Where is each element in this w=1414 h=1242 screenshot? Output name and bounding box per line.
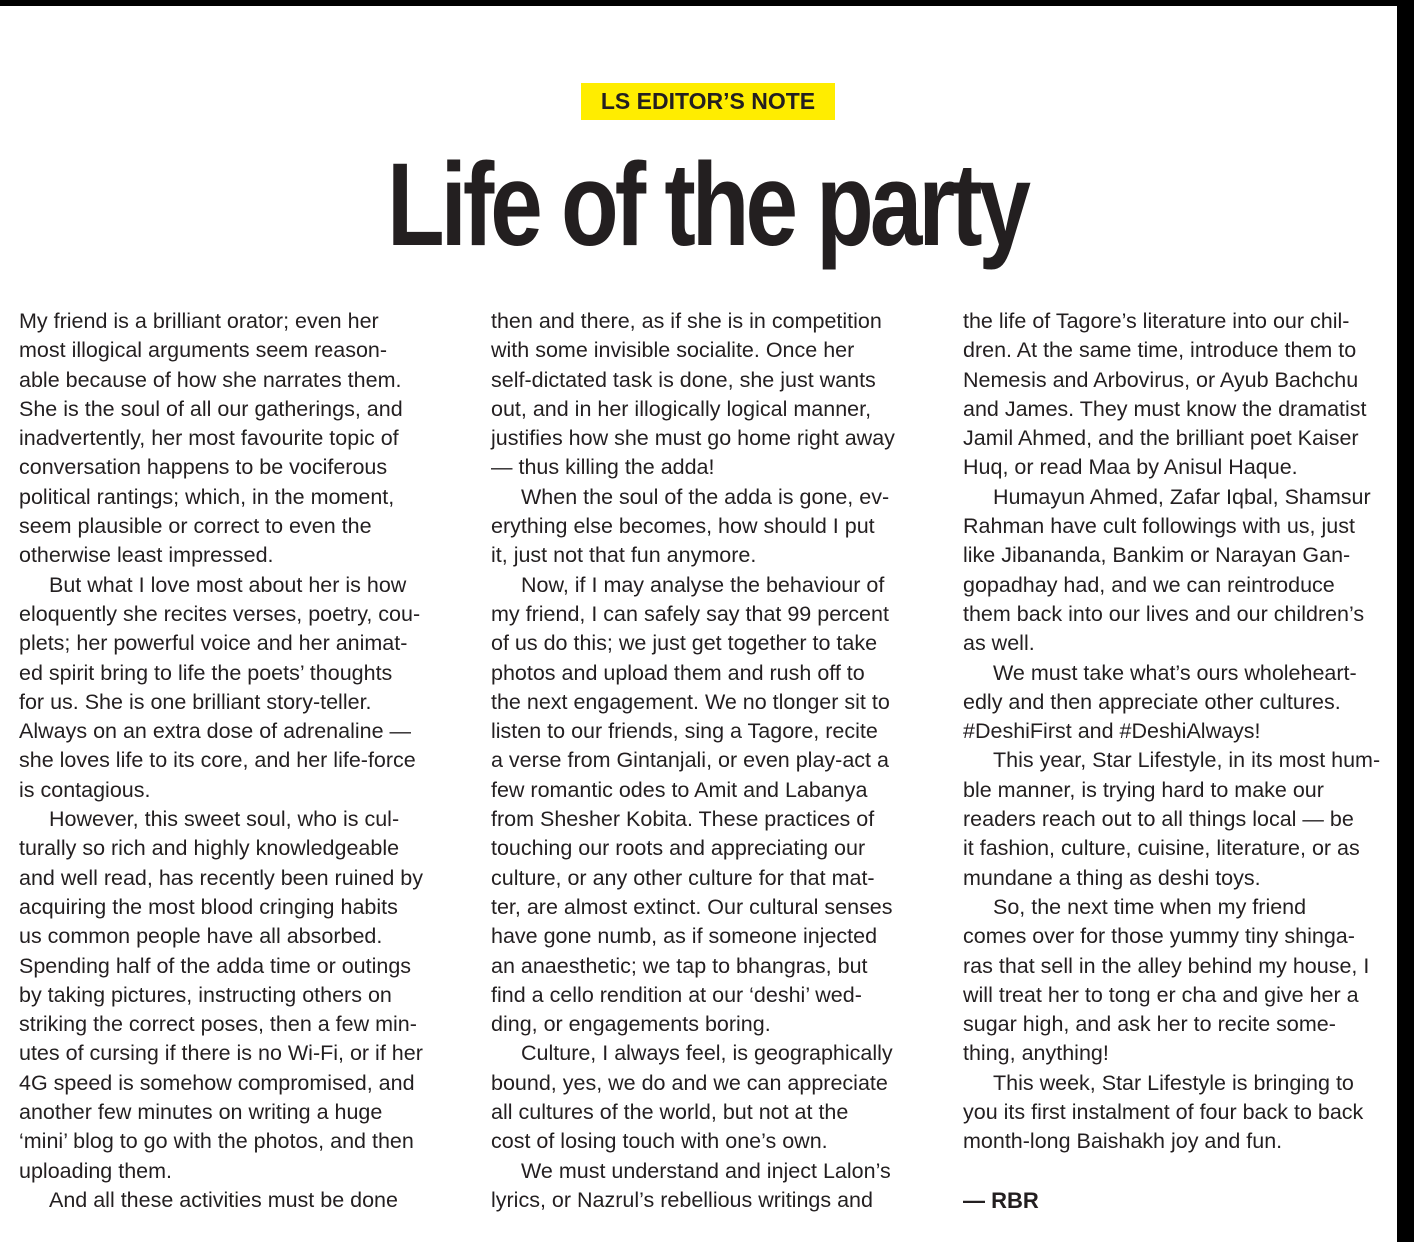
article-text-line: ding, or engagements boring.: [491, 1012, 771, 1037]
article-text-line: This week, Star Lifestyle is bringing to: [993, 1070, 1354, 1095]
article-text-line: able because of how she narrates them.: [19, 367, 402, 392]
article-text-line: striking the correct poses, then a few min-: [19, 1012, 417, 1037]
article-text-line: erything else becomes, how should I put: [491, 514, 875, 539]
article-text-line: is contagious.: [19, 777, 151, 802]
article-text-line: another few minutes on writing a huge: [19, 1100, 383, 1125]
article-text-line: listen to our friends, sing a Tagore, recite: [491, 719, 878, 744]
article-text-line: Now, if I may analyse the behaviour of: [521, 572, 885, 597]
article-text-line: Always on an extra dose of adrenaline —: [19, 719, 412, 744]
article-text-line: political rantings; which, in the moment,: [19, 484, 395, 509]
article-text-line: month-long Baishakh joy and fun.: [963, 1129, 1283, 1154]
article-text-line: ter, are almost extinct. Our cultural senses: [491, 894, 893, 919]
article-text-line: Jamil Ahmed, and the brilliant poet Kaiser: [963, 426, 1359, 451]
article-text-line: readers reach out to all things local — be: [963, 807, 1354, 832]
headline: Life of the party: [386, 139, 1028, 271]
article-text-line: by taking pictures, instructing others on: [19, 982, 392, 1007]
article-text-line: #DeshiFirst and #DeshiAlways!: [963, 719, 1261, 744]
article-text-line: ble manner, is trying hard to make our: [963, 777, 1324, 802]
article-text-line: dren. At the same time, introduce them to: [963, 338, 1357, 363]
article-text-line: conversation happens to be vociferous: [19, 455, 388, 480]
article-text-line: the life of Tagore’s literature into our chil-: [963, 309, 1350, 333]
article-text-line: Culture, I always feel, is geographically: [521, 1041, 893, 1066]
article-text-line: a verse from Gintanjali, or even play-act a: [491, 748, 889, 773]
article-text-line: This year, Star Lifestyle, in its most hum-: [993, 748, 1381, 773]
article-text-line: inadvertently, her most favourite topic of: [19, 426, 399, 451]
article-text-line: with some invisible socialite. Once her: [491, 338, 855, 363]
article-text-line: We must take what’s ours wholeheart-: [993, 660, 1357, 685]
article-text-line: justifies how she must go home right away: [491, 426, 895, 451]
article-text-line: few romantic odes to Amit and Labanya: [491, 777, 868, 802]
article-text-line: seem plausible or correct to even the: [19, 514, 372, 539]
article-text-line: Huq, or read Maa by Anisul Haque.: [963, 455, 1298, 480]
article-text-line: it fashion, culture, cuisine, literature, or as: [963, 836, 1360, 861]
article-text-line: turally so rich and highly knowledgeable: [19, 836, 400, 861]
article-text-line: an anaesthetic; we tap to bhangras, but: [491, 953, 868, 978]
article-text-line: it, just not that fun anymore.: [491, 543, 757, 568]
article-text-line: ‘mini’ blog to go with the photos, and then: [19, 1129, 414, 1154]
article-text-line: ras that sell in the alley behind my house, I: [963, 953, 1370, 978]
article-text-line: plets; her powerful voice and her animat-: [19, 631, 408, 656]
article-text-line: When the soul of the adda is gone, ev-: [521, 484, 890, 509]
article-text-line: and James. They must know the dramatist: [963, 396, 1367, 421]
article-text-line: However, this sweet soul, who is cul-: [49, 807, 400, 832]
article-text-line: you its first instalment of four back to back: [963, 1100, 1364, 1125]
section-label-badge: LS EDITOR’S NOTE: [581, 83, 835, 120]
article-text-line: utes of cursing if there is no Wi-Fi, or if her: [19, 1041, 423, 1066]
article-text-line: Humayun Ahmed, Zafar Iqbal, Shamsur: [993, 484, 1371, 509]
article-text-line: as well.: [963, 631, 1035, 656]
article-text-line: mundane a thing as deshi toys.: [963, 865, 1261, 890]
article-text-line: photos and upload them and rush off to: [491, 660, 865, 685]
article-text-line: most illogical arguments seem reason-: [19, 338, 388, 363]
article-text-line: have gone numb, as if someone injected: [491, 924, 878, 949]
article-text-line: she loves life to its core, and her life-force: [19, 748, 416, 773]
article-text-line: acquiring the most blood cringing habits: [19, 894, 398, 919]
article-text-line: Spending half of the adda time or outings: [19, 953, 412, 978]
page-top-border: [0, 0, 1414, 6]
article-text-line: my friend, I can safely say that 99 percent: [491, 601, 889, 626]
article-text-line: Nemesis and Arbovirus, or Ayub Bachchu: [963, 367, 1359, 392]
article-column-3: [963, 307, 1380, 1157]
article-text-line: of us do this; we just get together to take: [491, 631, 878, 656]
article-column-1: [19, 307, 423, 1215]
article-text-line: comes over for those yummy tiny shinga-: [963, 924, 1355, 949]
article-text-line: We must understand and inject Lalon’s: [521, 1158, 891, 1183]
article-text-line: for us. She is one brilliant story-teller.: [19, 689, 372, 714]
article-text-line: My friend is a brilliant orator; even her: [19, 309, 379, 333]
article-text-line: So, the next time when my friend: [993, 894, 1307, 919]
article-text-line: ed spirit bring to life the poets’ thoughts: [19, 660, 393, 685]
article-text-line: the next engagement. We no tlonger sit to: [491, 689, 890, 714]
article-text-line: will treat her to tong er cha and give her a: [963, 982, 1359, 1007]
article-text-line: lyrics, or Nazrul’s rebellious writings and: [491, 1187, 873, 1212]
article-text-line: out, and in her illogically logical manner,: [491, 396, 872, 421]
article-text-line: sugar high, and ask her to recite some-: [963, 1012, 1336, 1037]
article-text-line: otherwise least impressed.: [19, 543, 274, 568]
article-text-line: then and there, as if she is in competition: [491, 309, 882, 333]
article-text-line: edly and then appreciate other cultures.: [963, 689, 1341, 714]
article-text-line: Rahman have cult followings with us, just: [963, 514, 1355, 539]
page-right-border: [1397, 0, 1414, 1242]
article-text-line: culture, or any other culture for that mat-: [491, 865, 875, 890]
article-text-line: uploading them.: [19, 1158, 172, 1183]
article-text-line: And all these activities must be done: [49, 1187, 398, 1212]
article-column-2: [491, 307, 895, 1215]
article-text-line: and well read, has recently been ruined by: [19, 865, 423, 890]
article-text-line: thing, anything!: [963, 1041, 1109, 1066]
author-signoff: — RBR: [963, 1188, 1039, 1213]
article-text-line: bound, yes, we do and we can appreciate: [491, 1070, 888, 1095]
article-text-line: like Jibananda, Bankim or Narayan Gan-: [963, 543, 1351, 568]
article-text-line: self-dictated task is done, she just wants: [491, 367, 876, 392]
article-text-line: from Shesher Kobita. These practices of: [491, 807, 875, 832]
article-text-line: 4G speed is somehow compromised, and: [19, 1070, 415, 1095]
article-text-line: them back into our lives and our children’s: [963, 601, 1365, 626]
article-text-line: find a cello rendition at our ‘deshi’ wed-: [491, 982, 862, 1007]
article-text-line: us common people have all absorbed.: [19, 924, 383, 949]
article-text-line: cost of losing touch with one’s own.: [491, 1129, 828, 1154]
article-text-line: gopadhay had, and we can reintroduce: [963, 572, 1335, 597]
article-text-line: touching our roots and appreciating our: [491, 836, 866, 861]
article-text-line: all cultures of the world, but not at the: [491, 1100, 849, 1125]
article-text-line: But what I love most about her is how: [49, 572, 407, 597]
article-text-line: She is the soul of all our gatherings, and: [19, 396, 403, 421]
article-text-line: eloquently she recites verses, poetry, cou-: [19, 601, 421, 626]
article-text-line: — thus killing the adda!: [491, 455, 715, 480]
